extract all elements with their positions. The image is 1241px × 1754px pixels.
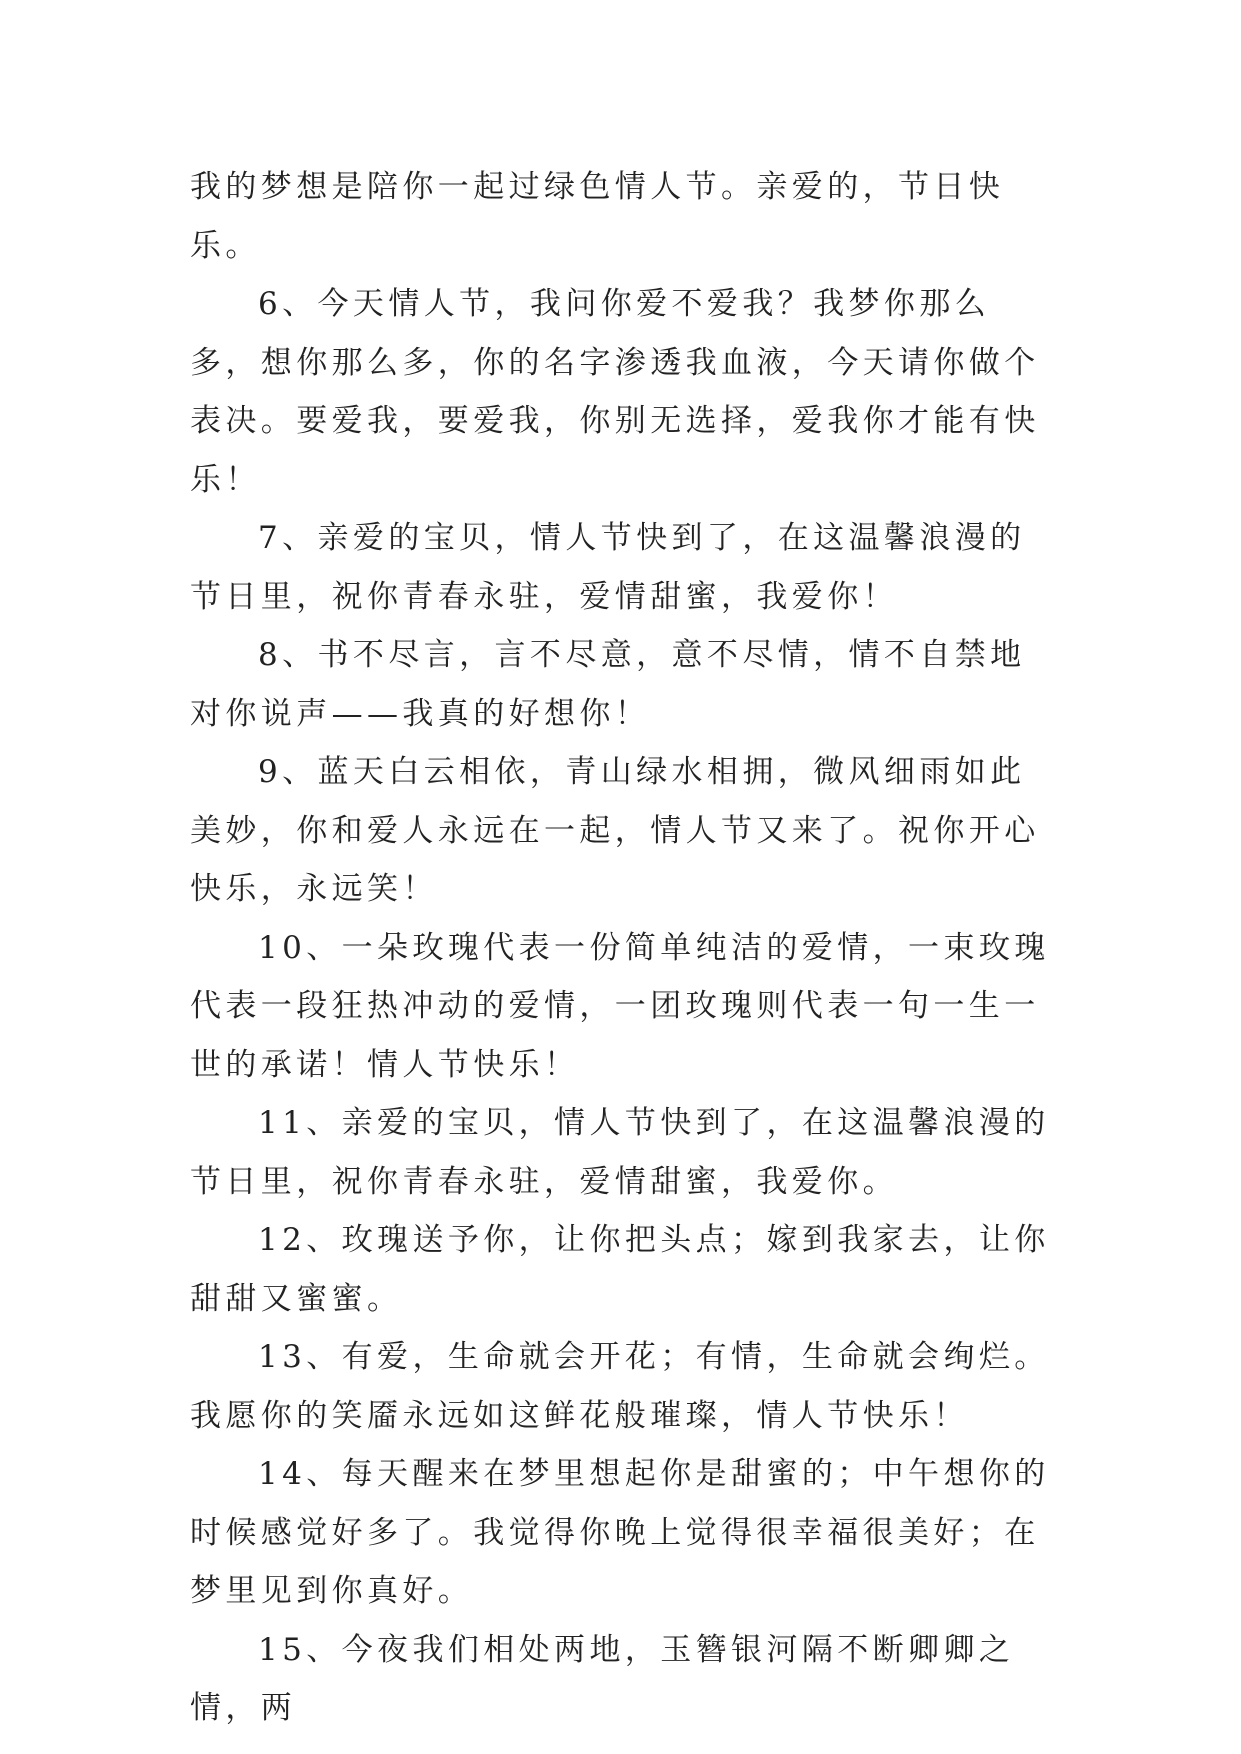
paragraph-item-11: 11、亲爱的宝贝，情人节快到了，在这温馨浪漫的节日里，祝你青春永驻，爱情甜蜜，我爱你。 <box>190 1105 1050 1200</box>
paragraph-item-9: 9、蓝天白云相依，青山绿水相拥，微风细雨如此美妙，你和爱人永远在一起，情人节又来了。祝你开心快乐，永远笑！ <box>190 754 1040 907</box>
paragraph-continuation: 我的梦想是陪你一起过绿色情人节。亲爱的，节日快乐。 <box>190 169 1005 264</box>
paragraph-item-13: 13、有爱，生命就会开花；有情，生命就会绚烂。我愿你的笑靥永远如这鲜花般璀璨，情人节快乐！ <box>190 1339 1050 1434</box>
paragraph-item-7: 7、亲爱的宝贝，情人节快到了，在这温馨浪漫的节日里，祝你青春永驻，爱情甜蜜，我爱你！ <box>190 520 1026 615</box>
paragraph-item-6: 6、今天情人节，我问你爱不爱我？我梦你那么多，想你那么多，你的名字渗透我血液，今天请你做个表决。要爱我，要爱我，你别无选择，爱我你才能有快乐！ <box>190 286 1040 498</box>
paragraph-item-15: 15、今夜我们相处两地，玉簪银河隔不断卿卿之情，两 <box>190 1631 1015 1726</box>
paragraph-item-8: 8、书不尽言，言不尽意，意不尽情，情不自禁地对你说声——我真的好想你！ <box>190 637 1026 732</box>
paragraph-item-12: 12、玫瑰送予你，让你把头点；嫁到我家去，让你甜甜又蜜蜜。 <box>190 1222 1050 1317</box>
paragraph-item-14: 14、每天醒来在梦里想起你是甜蜜的；中午想你的时候感觉好多了。我觉得你晚上觉得很幸福很美好；在梦里见到你真好。 <box>190 1456 1050 1609</box>
document-body <box>190 158 1060 1738</box>
paragraph-item-10: 10、一朵玫瑰代表一份简单纯洁的爱情，一束玫瑰代表一段狂热冲动的爱情，一团玫瑰则代表一句一生一世的承诺！情人节快乐！ <box>190 929 1050 1083</box>
